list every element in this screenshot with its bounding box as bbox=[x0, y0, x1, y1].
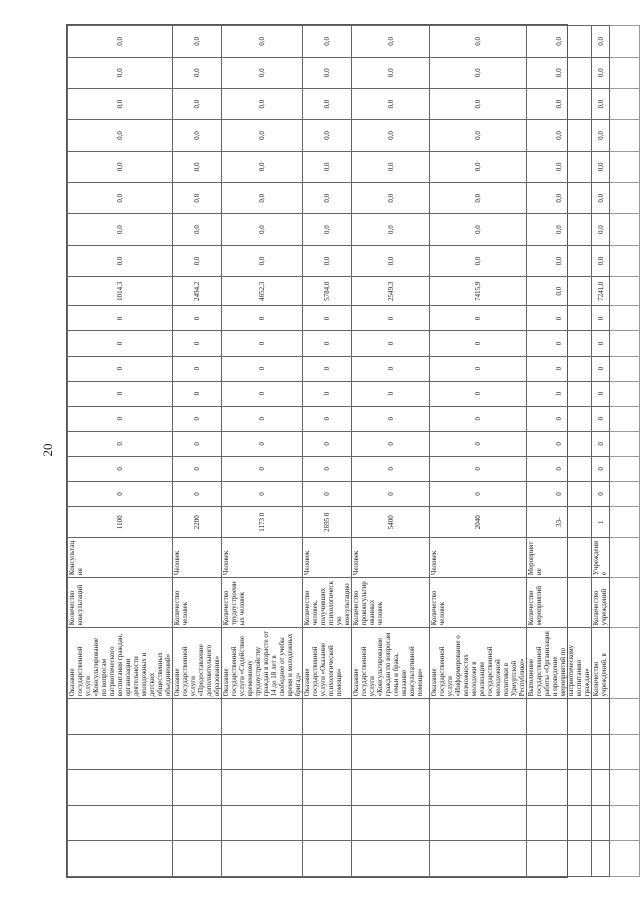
code-cell bbox=[222, 770, 303, 806]
value-cell: 0 bbox=[527, 431, 592, 456]
code-cell bbox=[222, 734, 303, 770]
finance-cell: 0,0 bbox=[430, 88, 527, 119]
empty-cell bbox=[610, 381, 640, 406]
amount-cell: 5784,0 bbox=[303, 277, 352, 306]
code-cell bbox=[303, 805, 352, 841]
code-cell bbox=[352, 699, 430, 735]
finance-cell: 0,0 bbox=[68, 120, 173, 151]
empty-cell bbox=[610, 306, 640, 331]
value-cell: 0 bbox=[430, 356, 527, 381]
empty-cell bbox=[610, 214, 640, 245]
amount-cell: 2494,2 bbox=[173, 277, 222, 306]
value-cell: 0 bbox=[222, 356, 303, 381]
description-cell: Оказание государственной услуги «Оказание психологической помощи» bbox=[303, 628, 352, 699]
plan-value-cell: 2695 0 bbox=[303, 507, 352, 538]
value-cell: 0 bbox=[173, 406, 222, 431]
code-cell bbox=[68, 805, 173, 841]
value-cell: 0 bbox=[430, 381, 527, 406]
code-cell bbox=[592, 805, 610, 841]
unit-cell: Человек bbox=[173, 538, 222, 578]
finance-cell: 0,0 bbox=[173, 245, 222, 276]
value-cell: 0 bbox=[173, 331, 222, 356]
table-row bbox=[592, 26, 610, 877]
finance-cell: 0,0 bbox=[222, 57, 303, 88]
value-cell: 0 bbox=[68, 381, 173, 406]
finance-cell: 0,0 bbox=[303, 151, 352, 182]
finance-cell: 0,0 bbox=[352, 26, 430, 58]
code-cell bbox=[68, 699, 173, 735]
code-cell bbox=[592, 734, 610, 770]
empty-cell bbox=[610, 481, 640, 506]
finance-cell: 0,0 bbox=[222, 120, 303, 151]
value-cell: 0 bbox=[527, 356, 592, 381]
finance-cell: 0,0 bbox=[222, 245, 303, 276]
code-cell bbox=[303, 841, 352, 877]
value-cell: 0 bbox=[592, 356, 610, 381]
value-cell: 0 bbox=[352, 481, 430, 506]
code-cell bbox=[222, 841, 303, 877]
finance-cell: 0,0 bbox=[68, 245, 173, 276]
value-cell: 0 bbox=[173, 306, 222, 331]
code-cell bbox=[68, 841, 173, 877]
finance-cell: 0,0 bbox=[430, 214, 527, 245]
plan-value-cell: 5400 bbox=[352, 507, 430, 538]
indicator-cell: Количество консультаций bbox=[68, 578, 173, 628]
amount-cell: 0,0 bbox=[527, 277, 592, 306]
empty-cell bbox=[610, 628, 640, 699]
code-cell bbox=[430, 805, 527, 841]
finance-cell: 0,0 bbox=[303, 88, 352, 119]
empty-cell bbox=[610, 57, 640, 88]
empty-row bbox=[610, 26, 640, 877]
indicator-cell: Количество человек bbox=[430, 578, 527, 628]
code-cell bbox=[527, 841, 592, 877]
value-cell: 0 bbox=[68, 481, 173, 506]
finance-cell: 0,0 bbox=[222, 183, 303, 214]
value-cell: 0 bbox=[592, 331, 610, 356]
value-cell: 0 bbox=[352, 431, 430, 456]
finance-cell: 0,0 bbox=[592, 214, 610, 245]
value-cell: 0 bbox=[592, 381, 610, 406]
code-cell bbox=[592, 841, 610, 877]
value-cell: 0 bbox=[173, 456, 222, 481]
empty-cell bbox=[610, 538, 640, 578]
finance-cell: 0,0 bbox=[527, 214, 592, 245]
finance-cell: 0,0 bbox=[352, 183, 430, 214]
value-cell: 0 bbox=[352, 456, 430, 481]
value-cell: 0 bbox=[303, 431, 352, 456]
value-cell: 0 bbox=[222, 331, 303, 356]
table-row bbox=[68, 26, 173, 877]
code-cell bbox=[173, 841, 222, 877]
value-cell: 0 bbox=[430, 331, 527, 356]
empty-cell bbox=[610, 277, 640, 306]
finance-cell: 0,0 bbox=[592, 151, 610, 182]
code-cell bbox=[430, 699, 527, 735]
code-cell bbox=[430, 841, 527, 877]
code-cell bbox=[303, 770, 352, 806]
finance-cell: 0,0 bbox=[303, 245, 352, 276]
code-cell bbox=[527, 805, 592, 841]
indicator-cell: Количество учреждений bbox=[592, 578, 610, 628]
finance-cell: 0,0 bbox=[592, 57, 610, 88]
empty-cell bbox=[610, 26, 640, 58]
value-cell: 0 bbox=[352, 356, 430, 381]
value-cell: 0 bbox=[173, 381, 222, 406]
code-cell bbox=[173, 770, 222, 806]
amount-cell: 1014,3 bbox=[68, 277, 173, 306]
code-cell bbox=[303, 699, 352, 735]
finance-cell: 0,0 bbox=[173, 120, 222, 151]
code-cell bbox=[527, 734, 592, 770]
code-cell bbox=[352, 841, 430, 877]
value-cell: 0 bbox=[68, 306, 173, 331]
value-cell: 0 bbox=[352, 406, 430, 431]
finance-cell: 0,0 bbox=[68, 26, 173, 58]
plan-value-cell: 1100 bbox=[68, 507, 173, 538]
code-cell bbox=[527, 770, 592, 806]
table-row bbox=[173, 26, 222, 877]
table-row bbox=[527, 26, 592, 877]
value-cell: 0 bbox=[527, 456, 592, 481]
finance-cell: 0,0 bbox=[303, 120, 352, 151]
finance-cell: 0,0 bbox=[592, 88, 610, 119]
value-cell: 0 bbox=[303, 356, 352, 381]
finance-cell: 0,0 bbox=[173, 57, 222, 88]
plan-value-cell: 33- bbox=[527, 507, 592, 538]
indicator-cell: Количество мероприятий bbox=[527, 578, 592, 628]
value-cell: 0 bbox=[303, 381, 352, 406]
value-cell: 0 bbox=[592, 481, 610, 506]
empty-cell bbox=[610, 356, 640, 381]
code-cell bbox=[352, 734, 430, 770]
finance-cell: 0,0 bbox=[592, 120, 610, 151]
finance-cell: 0,0 bbox=[430, 57, 527, 88]
finance-cell: 0,0 bbox=[527, 245, 592, 276]
unit-cell: Человек bbox=[430, 538, 527, 578]
finance-cell: 0,0 bbox=[527, 88, 592, 119]
code-cell bbox=[173, 734, 222, 770]
value-cell: 0 bbox=[352, 306, 430, 331]
plan-value-cell: 2040 bbox=[430, 507, 527, 538]
table-row bbox=[352, 26, 430, 877]
finance-cell: 0,0 bbox=[68, 151, 173, 182]
code-cell bbox=[68, 770, 173, 806]
indicator-cell: Количество человек, получивших психологическую консультацию bbox=[303, 578, 352, 628]
finance-cell: 0,0 bbox=[222, 214, 303, 245]
finance-cell: 0,0 bbox=[68, 57, 173, 88]
unit-cell: Человек bbox=[303, 538, 352, 578]
value-cell: 0 bbox=[173, 481, 222, 506]
value-cell: 0 bbox=[527, 381, 592, 406]
description-cell: Оказание государственной услуги «Консультирование граждан по вопросам семьи и брака, оказание консультативной помощи» bbox=[352, 628, 430, 699]
description-cell: Оказание государственной услуги «Консультирование по вопросам патриотического воспитания граждан, организации деятельности молодежных и детских общественных объединений» bbox=[68, 628, 173, 699]
value-cell: 0 bbox=[352, 331, 430, 356]
code-cell bbox=[222, 805, 303, 841]
code-cell bbox=[303, 734, 352, 770]
code-cell bbox=[68, 734, 173, 770]
empty-cell bbox=[610, 120, 640, 151]
value-cell: 0 bbox=[222, 431, 303, 456]
value-cell: 0 bbox=[430, 431, 527, 456]
value-cell: 0 bbox=[303, 481, 352, 506]
value-cell: 0 bbox=[68, 331, 173, 356]
value-cell: 0 bbox=[68, 356, 173, 381]
finance-cell: 0,0 bbox=[173, 26, 222, 58]
finance-cell: 0,0 bbox=[527, 57, 592, 88]
table-row bbox=[303, 26, 352, 877]
empty-cell bbox=[610, 151, 640, 182]
finance-cell: 0,0 bbox=[527, 120, 592, 151]
code-cell bbox=[352, 770, 430, 806]
finance-cell: 0,0 bbox=[430, 120, 527, 151]
table-row bbox=[222, 26, 303, 877]
value-cell: 0 bbox=[527, 306, 592, 331]
finance-cell: 0,0 bbox=[173, 214, 222, 245]
amount-cell: 2549,3 bbox=[352, 277, 430, 306]
finance-cell: 0,0 bbox=[592, 245, 610, 276]
empty-cell bbox=[610, 699, 640, 735]
page-number: 20 bbox=[40, 443, 55, 457]
value-cell: 0 bbox=[303, 406, 352, 431]
unit-cell: Мероприятие bbox=[527, 538, 592, 578]
description-cell: Количество учреждений, в bbox=[592, 628, 610, 699]
code-cell bbox=[430, 770, 527, 806]
finance-cell: 0,0 bbox=[303, 26, 352, 58]
finance-cell: 0,0 bbox=[303, 214, 352, 245]
finance-cell: 0,0 bbox=[222, 88, 303, 119]
finance-cell: 0,0 bbox=[352, 120, 430, 151]
value-cell: 0 bbox=[173, 356, 222, 381]
unit-cell: Человек bbox=[352, 538, 430, 578]
finance-cell: 0,0 bbox=[352, 57, 430, 88]
finance-cell: 0,0 bbox=[173, 183, 222, 214]
value-cell: 0 bbox=[527, 481, 592, 506]
finance-cell: 0,0 bbox=[527, 26, 592, 58]
code-cell bbox=[527, 699, 592, 735]
finance-cell: 0,0 bbox=[592, 183, 610, 214]
description-cell: Выполнение государственной работы «Организация и проведение мероприятий по патриотическому воспитанию граждан» bbox=[527, 628, 592, 699]
budget-table bbox=[67, 25, 640, 877]
value-cell: 0 bbox=[68, 456, 173, 481]
indicator-cell: Количество трудоустроенных человек bbox=[222, 578, 303, 628]
code-cell bbox=[352, 805, 430, 841]
empty-cell bbox=[610, 245, 640, 276]
value-cell: 0 bbox=[303, 456, 352, 481]
finance-cell: 0,0 bbox=[527, 183, 592, 214]
empty-cell bbox=[610, 578, 640, 628]
unit-cell: Учреждение bbox=[592, 538, 610, 578]
value-cell: 0 bbox=[222, 306, 303, 331]
value-cell: 0 bbox=[352, 381, 430, 406]
plan-value-cell: 1 bbox=[592, 507, 610, 538]
code-cell bbox=[173, 805, 222, 841]
value-cell: 0 bbox=[173, 431, 222, 456]
finance-cell: 0,0 bbox=[303, 183, 352, 214]
description-cell: Оказание государственной услуги «Содействие временному трудоустройству граждан в возрасте от 14 до 18 лет в свободное от учебы время и молодежных бригад» bbox=[222, 628, 303, 699]
value-cell: 0 bbox=[592, 406, 610, 431]
unit-cell: Консультация bbox=[68, 538, 173, 578]
finance-cell: 0,0 bbox=[430, 245, 527, 276]
value-cell: 0 bbox=[303, 331, 352, 356]
value-cell: 0 bbox=[430, 481, 527, 506]
code-cell bbox=[430, 734, 527, 770]
amount-cell: 4652,3 bbox=[222, 277, 303, 306]
code-cell bbox=[173, 699, 222, 735]
indicator-cell: Количество проконсультированных человек bbox=[352, 578, 430, 628]
table-row bbox=[430, 26, 527, 877]
finance-cell: 0,0 bbox=[68, 183, 173, 214]
value-cell: 0 bbox=[592, 306, 610, 331]
code-cell bbox=[592, 770, 610, 806]
finance-cell: 0,0 bbox=[592, 26, 610, 58]
rotated-table-sheet bbox=[66, 24, 608, 878]
amount-cell: 7415,9 bbox=[430, 277, 527, 306]
finance-cell: 0,0 bbox=[222, 26, 303, 58]
finance-cell: 0,0 bbox=[352, 245, 430, 276]
finance-cell: 0,0 bbox=[68, 214, 173, 245]
empty-cell bbox=[610, 88, 640, 119]
finance-cell: 0,0 bbox=[430, 26, 527, 58]
value-cell: 0 bbox=[303, 306, 352, 331]
finance-cell: 0,0 bbox=[173, 151, 222, 182]
value-cell: 0 bbox=[527, 331, 592, 356]
value-cell: 0 bbox=[222, 456, 303, 481]
empty-cell bbox=[610, 406, 640, 431]
value-cell: 0 bbox=[222, 381, 303, 406]
plan-value-cell: 1173 0 bbox=[222, 507, 303, 538]
finance-cell: 0,0 bbox=[352, 214, 430, 245]
value-cell: 0 bbox=[222, 481, 303, 506]
empty-cell bbox=[610, 841, 640, 877]
value-cell: 0 bbox=[527, 406, 592, 431]
empty-cell bbox=[610, 507, 640, 538]
amount-cell: 7241,0 bbox=[592, 277, 610, 306]
value-cell: 0 bbox=[222, 406, 303, 431]
empty-cell bbox=[610, 770, 640, 806]
code-cell bbox=[222, 699, 303, 735]
empty-cell bbox=[610, 456, 640, 481]
finance-cell: 0,0 bbox=[68, 88, 173, 119]
finance-cell: 0,0 bbox=[173, 88, 222, 119]
finance-cell: 0,0 bbox=[303, 57, 352, 88]
value-cell: 0 bbox=[430, 306, 527, 331]
finance-cell: 0,0 bbox=[222, 151, 303, 182]
unit-cell: Человек bbox=[222, 538, 303, 578]
description-cell: Оказание государственной услуги «Информирование о возможностях молодежи в реализации государственной молодежной политики в Удмуртской Республике» bbox=[430, 628, 527, 699]
value-cell: 0 bbox=[68, 406, 173, 431]
plan-value-cell: 2200 bbox=[173, 507, 222, 538]
finance-cell: 0,0 bbox=[527, 151, 592, 182]
empty-cell bbox=[610, 734, 640, 770]
code-cell bbox=[592, 699, 610, 735]
value-cell: 0 bbox=[68, 431, 173, 456]
description-cell: Оказание государственной услуги «Предоставление дополнительного образования» bbox=[173, 628, 222, 699]
finance-cell: 0,0 bbox=[352, 88, 430, 119]
value-cell: 0 bbox=[592, 456, 610, 481]
empty-cell bbox=[610, 331, 640, 356]
empty-cell bbox=[610, 431, 640, 456]
finance-cell: 0,0 bbox=[352, 151, 430, 182]
finance-cell: 0,0 bbox=[430, 151, 527, 182]
empty-cell bbox=[610, 183, 640, 214]
finance-cell: 0,0 bbox=[430, 183, 527, 214]
value-cell: 0 bbox=[430, 406, 527, 431]
value-cell: 0 bbox=[430, 456, 527, 481]
indicator-cell: Количество человек bbox=[173, 578, 222, 628]
value-cell: 0 bbox=[592, 431, 610, 456]
empty-cell bbox=[610, 805, 640, 841]
